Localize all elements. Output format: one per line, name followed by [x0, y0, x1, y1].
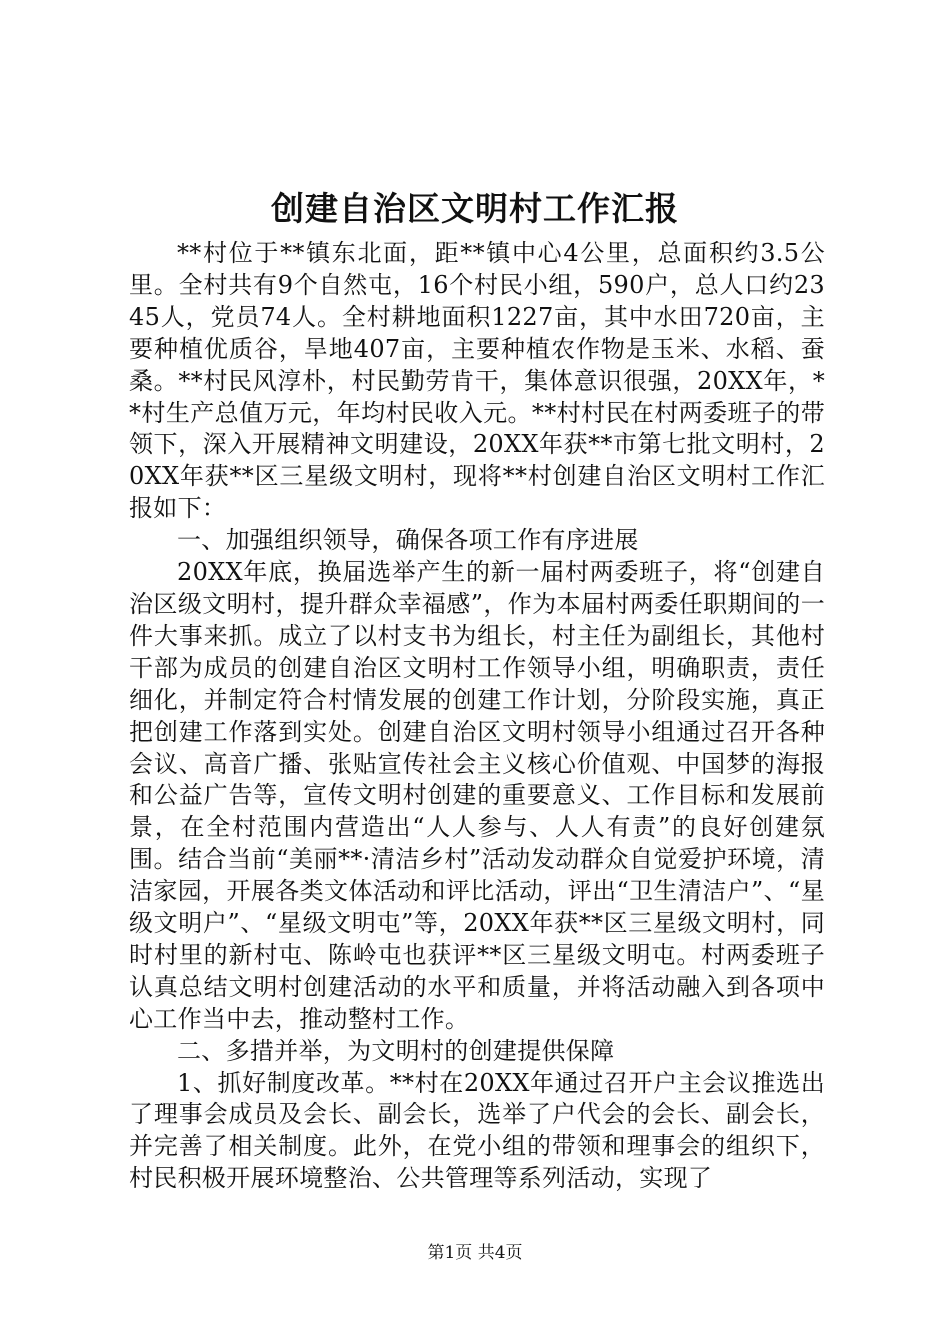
paragraph-section-2-item-1: 1、抓好制度改革。**村在20XX年通过召开户主会议推选出了理事会成员及会长、副会长，选举了户代会的会长、副会长，并完善了相关制度。此外，在党小组的带领和理事会的组织下，村民积极开展环境整治、公共管理等系列活动，实现了 — [129, 1068, 825, 1193]
document-title: 创建自治区文明村工作汇报 — [271, 189, 679, 228]
section-heading-1: 一、加强组织领导，确保各项工作有序进展 — [177, 526, 639, 555]
section-heading-2: 二、多措并举，为文明村的创建提供保障 — [177, 1036, 615, 1065]
paragraph-section-1: 20XX年底，换届选举产生的新一届村两委班子，将“创建自治区级文明村，提升群众幸福感”，作为本届村两委任职期间的一件大事来抓。成立了以村支书为组长，村主任为副组长，其他村干部为成员的创建自治区文明村工作领导小组，明确职责，责任细化，并制定符合村情发展的创建工作计划，分阶段实施，真正把创建工作落到实处。创建自治区文明村领导小组通过召开各种会议、高音广播、张贴宣传社会主义核心价值观、中国梦的海报和公益广告等，宣传文明村创建的重要意义、工作目标和发展前景，在全村范围内营造出“人人参与、人人有责”的良好创建氛围。结合当前“美丽**·清洁乡村”活动发动群众自觉爱护环境，清洁家园，开展各类文体活动和评比活动，评出“卫生清洁户”、“星级文明户”、“星级文明屯”等，20XX年获**区三星级文明村，同时村里的新村屯、陈岭屯也获评**区三星级文明屯。村两委班子认真总结文明村创建活动的水平和质量，并将活动融入到各项中心工作当中去，推动整村工作。 — [129, 558, 825, 1033]
paragraph-intro: **村位于**镇东北面，距**镇中心4公里，总面积约3.5公里。全村共有9个自然屯，16个村民小组，590户，总人口约2345人，党员74人。全村耕地面积1227亩，其中水田720亩，主要种植优质谷，旱地407亩，主要种植农作物是玉米、水稻、蚕桑。**村民风淳朴，村民勤劳肯干，集体意识很强，20XX年，**村生产总值万元，年均村民收入元。**村村民在村两委班子的带领下，深入开展精神文明建设，20XX年获**市第七批文明村，20XX年获**区三星级文明村，现将**村创建自治区文明村工作汇报如下： — [129, 239, 825, 523]
document-body — [129, 238, 825, 1195]
page-number-footer: 第1页 共4页 — [427, 1243, 523, 1263]
